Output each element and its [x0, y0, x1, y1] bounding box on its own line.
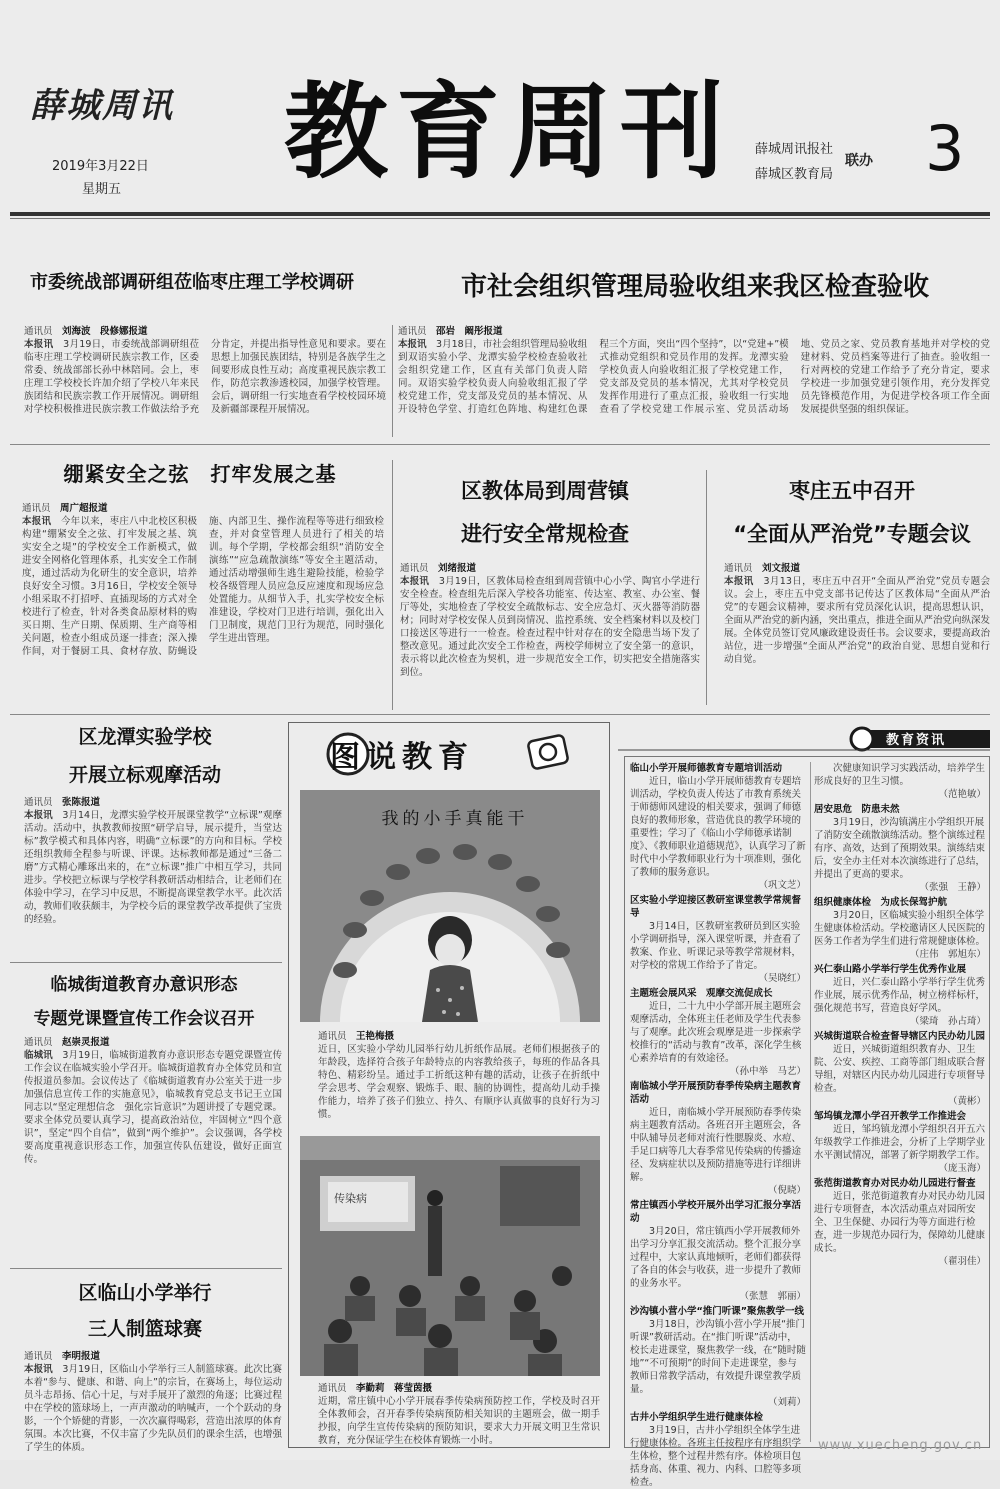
news-brief-item-body: 3月20日，区临城实验小组织全体学生健康体检活动。学校邀请区人民医院的医务工作者为学生们进行常规健康体检。	[814, 910, 986, 947]
page-number: 3	[925, 112, 965, 185]
issue-date: 2019年3月22日	[52, 159, 149, 174]
a7-tag: 临城讯	[24, 1050, 53, 1061]
a5-authors: 刘文报道	[762, 563, 801, 574]
news-brief-item	[630, 1199, 806, 1303]
photo-caption-1	[318, 1030, 600, 1130]
a6-authors: 张陈报道	[62, 797, 101, 808]
news-brief-item-author: （巩文芝）	[758, 880, 806, 891]
news-brief-item	[630, 762, 806, 892]
a8-text: 3月19日，区临山小学举行三人制篮球赛。此次比赛本着“参与、健康、和谐、向上”的宗旨，在赛场上，每位运动员斗志昂扬、信心十足，与对手展开了激烈的角逐；比赛过程中在学校的篮球场上，一声声激动的呐喊声，一个个跃动的身影，一个个矫健的背影，一次次赢得喝彩，营造出浓厚的体育氛围。本次比赛，不仅丰富了少先队员们的课余生活，也增强了学生的体质。	[24, 1364, 282, 1453]
news-brief-item-title: 主题班会展风采 观摩交流促成长	[630, 988, 773, 999]
a2-tag: 本报讯	[398, 339, 427, 350]
news-brief-item-title: 兴仁泰山路小学举行学生优秀作业展	[814, 964, 967, 975]
photo-classroom-image	[300, 1136, 600, 1376]
news-brief-item-body: 近日，兴城街道组织教育办、卫生院、公安、疾控、工商等部门组成联合督导组，对辖区内民办幼儿园进行专项督导检查。	[814, 1044, 986, 1094]
news-brief-item-body: 3月14日，区教研室教研员到区实验小学调研指导，深入课堂听课，并查看了教案、作业、听课记录等教学常规材料，对学校的常规工作给予了肯定。	[630, 921, 802, 971]
a7-text: 3月19日，临城街道教育办意识形态专题党课暨宣传工作会议在临城实验小学召开。临城街道教育办全体党员和宣传报道员参加。会议传达了《临城街道教育办公室关于进一步加强信息宣传工作的实施意见》，临城教育党总支书记王立国同志以“坚定理想信念 强化宗旨意识”为题讲授了专题党课。要求全体党员要认真学习，提高政治站位，牢固树立“四个意识”，坚定“四个自信”，做到“两个维护”。会议强调，各学校要高度重视意识形态工作，加强宣传队伍建设，做好正面宣传。	[24, 1050, 282, 1165]
news-brief-item-body: 次健康知识学习实践活动，培养学生形成良好的卫生习惯。	[814, 763, 986, 787]
photo-cap2-label: 通讯员	[318, 1383, 347, 1394]
photo-cap1-text: 近日，区实验小学幼儿园举行幼儿折纸作品展。老师们根据孩子的年龄段，选择符合孩子年龄特点的内容教给孩子，每班的作品各具特色、精彩纷呈。通过手工折纸这种有趣的活动，让孩子在折纸中学会思考、学会观察、锻炼手、眼、脑的协调性，提高幼儿动手操作能力，培养了孩子们独立、持久、有顺序认真做事的良好行为习惯。	[318, 1044, 600, 1120]
a5-article	[724, 562, 990, 702]
news-brief-item-author: （梁琦 孙占琦）	[909, 1016, 986, 1027]
a4-byline-label: 通讯员	[400, 563, 429, 574]
divider-v1	[392, 325, 393, 437]
news-brief-item-author: （张慧 郭丽）	[739, 1291, 806, 1302]
a7-article	[24, 1036, 282, 1264]
a5-headline-2: “全面从严治党”专题会议	[733, 522, 971, 546]
news-brief-item	[630, 1411, 806, 1489]
a4-article	[400, 562, 700, 702]
divider-h4	[10, 1268, 282, 1269]
news-brief-col-1	[630, 762, 806, 1488]
divider-h1	[10, 444, 990, 445]
news-brief-item-author: （刘莉）	[767, 1397, 806, 1408]
news-brief-item-body: 近日，南临城小学开展预防春季传染病主题教育活动。各班召开主题班会，各中队辅导员老师对流行性腮腺炎、水痘、手足口病等几大春季常见传染病的传播途径、发病症状以及预防措施等进行详细讲解。	[630, 1107, 802, 1183]
a6-byline-label: 通讯员	[24, 797, 53, 808]
a1-headline: 市委统战部调研组莅临枣庄理工学校调研	[30, 272, 354, 293]
photo-classroom	[300, 1136, 600, 1376]
a3-headline: 绷紧安全之弦 打牢发展之基	[63, 462, 337, 486]
photo-screen-text: 传染病	[334, 1192, 367, 1205]
a1-byline-label: 通讯员	[24, 326, 53, 337]
news-brief-item	[814, 762, 986, 801]
photo-board-text: 我的小手真能干	[381, 809, 529, 829]
news-brief-item-author: （张强 王静）	[919, 882, 986, 893]
a6-headline-1: 区龙潭实验学校	[78, 726, 212, 748]
photo-cap2-author: 李勤莉 蒋莹茵摄	[356, 1383, 433, 1394]
news-brief-item-body: 3月18日，沙沟镇小营小学开展“推门听课”教研活动。在“推门听课”活动中，校长走进课堂，聚焦教学一线，在“随时随地”“不可预期”的时间下走进课堂，参与教师日常教学活动，有效提升课堂教学质量。	[630, 1319, 806, 1395]
a6-headline-2: 开展立标观摩活动	[68, 764, 221, 786]
photo-child-artwork	[300, 790, 600, 1022]
news-brief-item-author: （庄伟 郭旭东）	[909, 949, 986, 960]
news-brief-item-body: 近日，临山小学开展师德教育专题培训活动，学校负责人传达了市教育系统关于师德师风建设的相关要求，强调了师德良好的教师形象，营造优良的教学环境的重要性；学习了《临山小学师德承诺制度》、《教师职业道德规范》，认真学习了新时代中小学教师职业行为十项准则，强化了教师的服务意识。	[630, 776, 806, 878]
a1-article	[24, 325, 386, 430]
news-brief-item	[630, 1080, 806, 1197]
a4-headline-1: 区教体局到周营镇	[461, 479, 629, 503]
photo-cap1-label: 通讯员	[318, 1031, 347, 1042]
news-brief-item-author: （翟羽佳）	[938, 1256, 986, 1267]
news-brief-item-title: 组织健康体检 为成长保驾护航	[814, 897, 948, 908]
a3-byline-label: 通讯员	[22, 503, 51, 514]
news-brief-item-body: 3月19日，古井小学组织全体学生进行健康体检。各班主任按程序有序组织学生体检，整个过程井然有序。体检项目包括身高、体重、视力、内科、口腔等多项检查。	[630, 1425, 802, 1488]
photo-caption-2	[318, 1382, 600, 1446]
news-brief-item	[630, 894, 806, 985]
news-brief-item-title: 张范街道教育办对民办幼儿园进行督查	[814, 1178, 976, 1189]
news-brief-item-title: 区实验小学迎接区教研室课堂教学常规督导	[630, 895, 802, 919]
logo: 薛城周讯	[30, 86, 174, 126]
a5-tag: 本报讯	[724, 576, 754, 587]
org-name-1: 薛城周讯报社	[755, 142, 834, 157]
a2-authors: 邵岩 阚彤报道	[436, 326, 503, 337]
news-brief-item-body: 近日，张范街道教育办对民办幼儿园进行专项督查，本次活动重点对园所安全、卫生保健、办园行为等方面进行检查，进一步规范办园行为，保障幼儿健康成长。	[814, 1191, 986, 1254]
a2-article	[398, 325, 990, 440]
news-brief-item	[814, 1177, 986, 1268]
divider-h2	[10, 714, 990, 715]
a5-headline-1: 枣庄五中召开	[789, 479, 915, 503]
a1-tag: 本报讯	[24, 339, 54, 350]
issue-weekday: 星期五	[82, 182, 122, 197]
news-brief-item	[630, 1305, 806, 1409]
a8-article	[24, 1350, 282, 1453]
news-brief-item-author: （范艳敏）	[938, 789, 986, 800]
divider-v3	[706, 470, 707, 705]
news-brief-item	[814, 1030, 986, 1108]
a3-text: 今年以来，枣庄八中北校区积极构建“绷紧安全之弦、打牢发展之基、筑实安全之堤”的学校安全工作新模式，做进安全网格化管理体系，扎实安全工作制度，通过活动为化研生的安全意识，培养良好安全习惯。3月16日，学校安全领导小组采取不打招呼、直插现场的方式对全校进行了检查，针对各类食品原材料的购买日期、生产日期、保质期、生产商等相关问题，检查小组成员逐一排查；深入操作间，对于餐厨工具、食材存放、防蝇设施、内部卫生、操作流程等等进行细致检查，并对食堂管理人员进行了相关的培训。每个学期，学校都会组织“消防安全演练”“应急疏散演练”等安全主题活动，通过活动增强师生逃生避险技能，检验学校各级管理人员应急反应速度和现场应急处置能力。从细节入手，扎实学校安全标准建设，学校对门卫进行培训，强化出入门卫制度，规范门卫行为规范，同时强化学生进出管理。	[22, 516, 384, 657]
divider-h3	[10, 962, 282, 963]
photo-section-title: 图说教育	[330, 740, 474, 775]
news-brief-col-2	[814, 762, 986, 1444]
news-brief-item-title: 常庄镇西小学校开展外出学习汇报分享活动	[630, 1200, 802, 1224]
a2-text: 3月18日，市社会组织管理局验收组到双语实验小学、龙潭实验学校检查验收社会组织党建工作，区直有关部门负责人陪同。双语实验学校负责人向验收组汇报了学校党建工作，党支部及党员的基本情况、从开设特色学堂、打造红色阵地、构建红色课程三个方面，突出“四个坚持”，以“党建+”模式推动党组织和党员作用的发挥。龙潭实验学校负责人向验收组汇报了学校党建工作，党支部及党员的基本情况，尤其对学校党员发挥作用进行了重点汇报，验收组一行实地查看了学校党建工作展示室、党员活动场地、党员之家、党员教育基地并对学校的党建材料、党员档案等进行了抽查。验收组一行对两校的党建工作给予了充分肯定，要求学校进一步加强党建引领作用，充分发挥党员先锋模范作用，为促进学校各项工作全面发展提供坚强的组织保证。	[398, 339, 990, 415]
a8-headline-1: 区临山小学举行	[78, 1282, 212, 1304]
a6-article	[24, 796, 282, 956]
a4-headline-2: 进行安全常规检查	[461, 522, 629, 546]
a4-authors: 刘绪报道	[438, 563, 477, 574]
a7-headline-1: 临城街道教育办意识形态	[50, 975, 238, 995]
a1-authors: 刘海波 段修娜报道	[62, 326, 148, 337]
joint-label: 联办	[845, 153, 873, 169]
a7-authors: 赵崇灵报道	[62, 1037, 110, 1048]
news-brief-item	[814, 896, 986, 961]
photo-cap1-author: 王艳梅摄	[356, 1031, 395, 1042]
news-brief-item-body: 3月19日，沙沟镇满庄小学组织开展了消防安全疏散演练活动。整个演练过程有序、高效，达到了预期效果。演练结束后，安全办主任对本次演练进行了总结，并提出了更高的要求。	[814, 817, 986, 880]
news-brief-item-title: 居安思危 防患未然	[814, 804, 900, 815]
news-brief-item-author: （黄彬）	[947, 1096, 986, 1107]
news-brief-item-title: 临山小学开展师德教育专题培训活动	[630, 763, 783, 774]
news-brief-item-body: 近日，二十九中小学部开展主题班会观摩活动，全体班主任老师及学生代表参与了观摩。此次班会观摩是进一步探索学校推行的“活动与教育”改革，深化学生核心素养培育的有效途径。	[630, 1001, 802, 1064]
news-brief-item-body: 近日，邹坞镇龙潭小学组织召开五六年级教学工作推进会，分析了上学期学业水平测试情况，部署了新学期教学工作。	[814, 1124, 986, 1161]
news-brief-item-title: 兴城街道联合检查督导辖区内民办幼儿园	[814, 1031, 986, 1042]
a4-text: 3月19日，区教体局检查组到周营镇中心小学、陶官小学进行安全检查。检查组先后深入学校各功能室、传达室、教室、办公室、餐厅等处，实地检查了学校安全疏散标志、安全应急灯、灭火器等消防器材；同时对学校安保人员到岗情况、监控系统、安全档案材料以及校门口接送区等进行一一检查。检查过程中针对存在的安全隐患当场下发了整改意见。通过此次安全工作检查，两校学师树立了安全第一的意识，表示将以此次检查为契机，进一步规范安全工作，切实把安全措施落实到位。	[400, 576, 700, 678]
news-brief-item	[814, 803, 986, 894]
news-brief-item-title: 沙沟镇小营小学“推门听课”聚焦教学一线	[630, 1306, 804, 1317]
divider-v2	[392, 460, 393, 710]
news-brief-item-title: 邹坞镇龙潭小学召开教学工作推进会	[814, 1111, 967, 1122]
a3-article	[22, 502, 384, 720]
news-brief-item-body: 近日，兴仁泰山路小学举行学生优秀作业展，展示优秀作品，树立榜样标杆，强化规范书写，营造良好学风。	[814, 977, 986, 1014]
masthead-title: 教育周刊	[284, 70, 733, 193]
news-brief-item	[630, 987, 806, 1078]
news-brief-item-author: （孙中举 马艺）	[729, 1066, 806, 1077]
news-brief-item-title: 南临城小学开展预防春季传染病主题教育活动	[630, 1081, 802, 1105]
masthead-rule	[10, 212, 990, 216]
news-brief-item-author: （倪晓）	[767, 1185, 806, 1196]
photo-cap2-text: 近期，常庄镇中心小学开展春季传染病预防控工作，学校及时召开全体教师会，召开春季传染病预防相关知识的主题班会，做一期手抄报，向学生宣传传染病的预防知识，要求大力开展文明卫生常识教育，充分保证学生在校体育锻炼一小时。	[318, 1396, 600, 1446]
a5-text: 3月13日，枣庄五中召开“全面从严治党”党员专题会议。会上，枣庄五中党支部书记传达了区教体局“全面从严治党”的专题会议精神，要求所有党员深化认识，提高思想认识，全面从严治党的新内涵，突出重点，推进全面从严治党向纵深发展。全体党员签订党风廉政建设责任书。会议要求，要提高政治站位，进一步增强“全面从严治党”的政治自觉、思想自觉和行动自觉。	[724, 576, 991, 665]
a3-authors: 周广超报道	[60, 503, 108, 514]
a7-byline-label: 通讯员	[24, 1037, 53, 1048]
a4-tag: 本报讯	[400, 576, 430, 587]
org-name-2: 薛城区教育局	[755, 167, 834, 182]
a8-byline-label: 通讯员	[24, 1351, 53, 1362]
news-brief-item-author: （吴晓红）	[758, 973, 806, 984]
news-brief-item	[814, 963, 986, 1028]
a6-text: 3月14日，龙潭实验学校开展课堂教学“立标课”观摩活动。活动中，执教教师按照“研学启导，展示提升，当堂达标”教学模式和具体内容，明确“立标课”的方向和目标。学校还组织教师全程参与听课、评课。达标教师都是通过“三备二磨”方式精心雕琢出来的，在“立标课”推广中相互学习，共同进步。学校把立标课与学校学科教研活动相结合，让老师们在体验中学习，在学习中反思，不断提高课堂教学水平。此次活动，教师们收获颇丰，为学校今后的课堂教学改革提供了宝贵的经验。	[24, 810, 282, 925]
news-brief-item-author: （庞玉海）	[938, 1163, 986, 1174]
a8-headline-2: 三人制篮球赛	[87, 1318, 202, 1340]
a2-byline-label: 通讯员	[398, 326, 427, 337]
news-brief-item-body: 3月20日，常庄镇西小学开展教师外出学习分享汇报交流活动。整个汇报分享过程中，大家认真地倾听，老师们都获得了各自的体会与收获，进一步提升了教师的业务水平。	[630, 1226, 802, 1289]
a5-byline-label: 通讯员	[724, 563, 753, 574]
a3-tag: 本报讯	[22, 516, 52, 527]
news-brief-header	[618, 724, 990, 752]
a2-headline: 市社会组织管理局验收组来我区检查验收	[460, 272, 929, 302]
a8-authors: 李明报道	[62, 1351, 101, 1362]
a7-headline-2: 专题党课暨宣传工作会议召开	[33, 1009, 255, 1029]
masthead-rule-thin	[10, 218, 990, 219]
a1-text: 3月19日，市委统战部调研组莅临枣庄理工学校调研民族宗教工作，区委常委、统战部部长孙中林陪同。会上，枣庄理工学校校长许加介绍了学校八年来民族团结和民族宗教工作开展情况。调研组对学校积极推进民族宗教工作做法给予充分肯定，并提出指导性意见和要求。要在思想上加强民族团结，特别是各族学生之间要形成良性互动；高度重视民族宗教工作，防范宗教渗透校园，加强学校管理。会后，调研组一行实地查看学校校园环境及新疆部课程开展情况。	[24, 339, 386, 415]
watermark: www.xuecheng.gov.cn	[818, 1438, 983, 1453]
news-brief-item-title: 古井小学组织学生进行健康体检	[630, 1412, 764, 1423]
a8-tag: 本报讯	[24, 1364, 53, 1375]
news-brief-item	[814, 1110, 986, 1175]
news-brief-divider	[810, 762, 811, 1442]
a6-tag: 本报讯	[24, 810, 53, 821]
news-brief-title: 教育资讯	[886, 733, 947, 748]
